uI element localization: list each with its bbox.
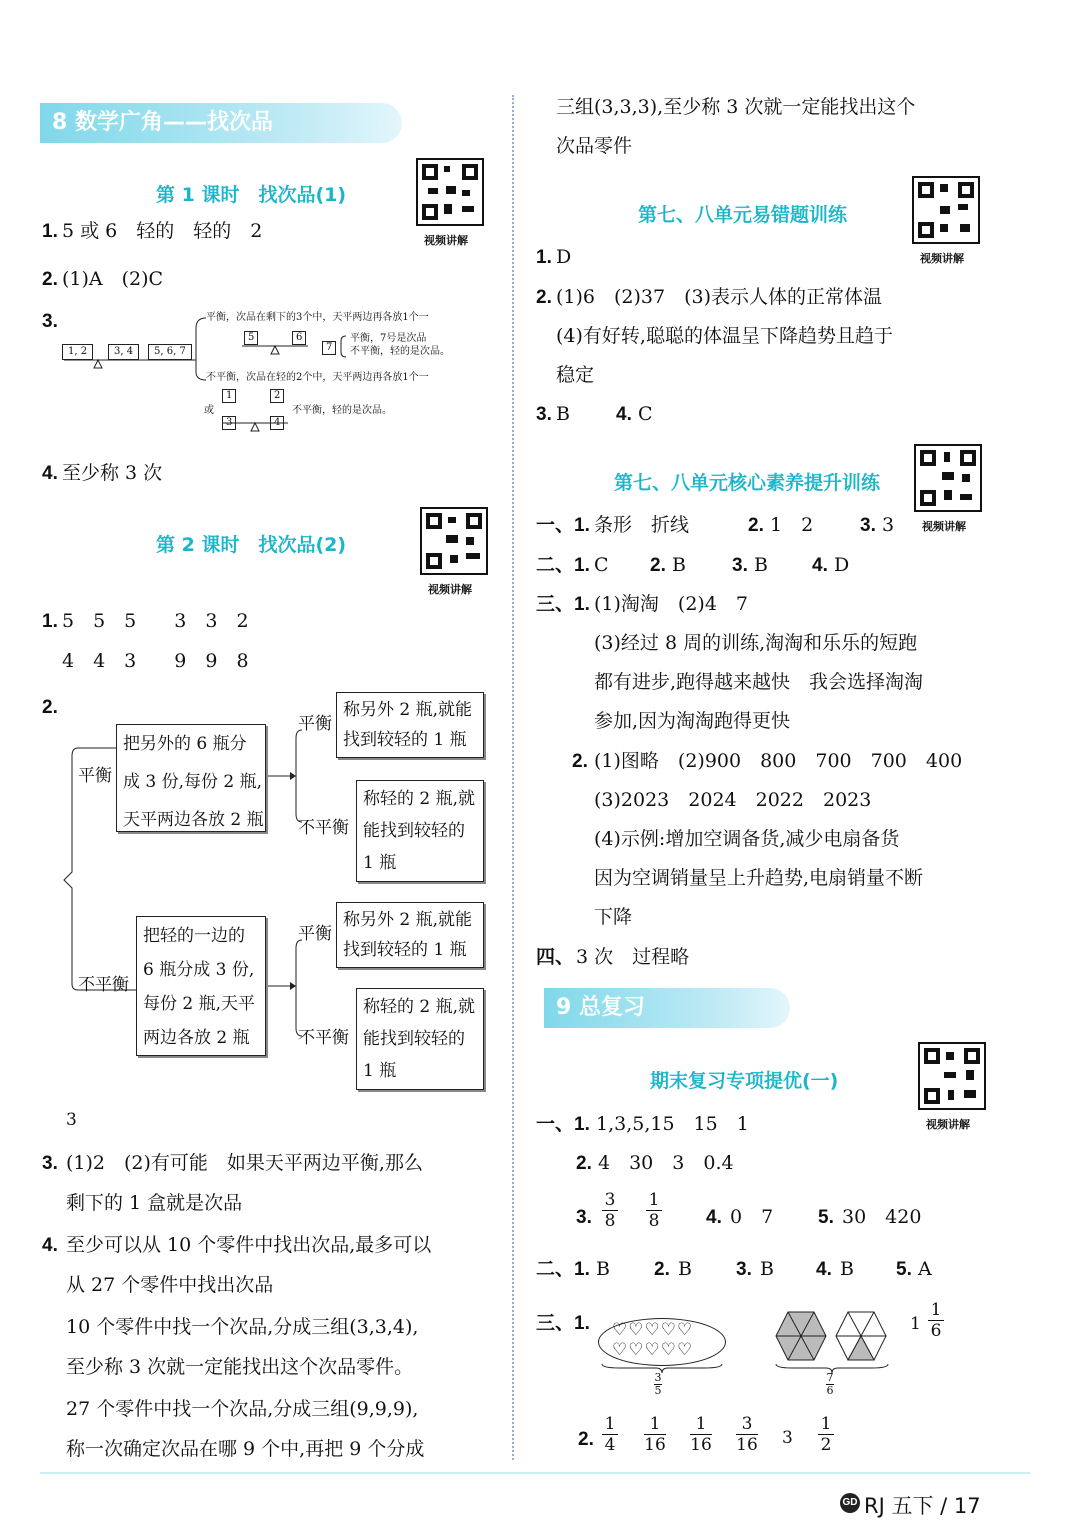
q-number: 1. — [42, 611, 58, 632]
box-line: 6 瓶分成 3 份, — [143, 960, 255, 980]
answer-text: 称一次确定次品在哪 9 个中,再把 9 个分成 — [66, 1438, 425, 1460]
branch-label: 平衡 — [298, 924, 332, 944]
answer-text: 4 4 3 9 9 8 — [62, 650, 249, 672]
tree-box-3 — [356, 780, 484, 882]
answer-text: 从 27 个零件中找出次品 — [66, 1274, 274, 1296]
answer-text: 稳定 — [556, 364, 595, 386]
q-number: 3. — [732, 555, 748, 576]
answer-text: 3 — [882, 514, 895, 536]
answer-text: 5 或 6 轻的 轻的 2 — [62, 220, 263, 242]
answer-text: 三组(3,3,3),至少称 3 次就一定能找出这个 — [556, 96, 916, 118]
fraction: 7 6 — [826, 1371, 834, 1397]
answer-text: 30 420 — [842, 1206, 922, 1228]
qr-label: 视频讲解 — [922, 520, 966, 533]
publisher-badge: GD — [840, 1493, 860, 1513]
q-number: 3. — [860, 515, 876, 536]
note-text: 平衡，7号是次品 — [350, 333, 427, 344]
fraction: 1 8 — [646, 1190, 662, 1231]
box-line: 两边各放 2 瓶 — [143, 1028, 250, 1048]
answer-text: B — [760, 1258, 774, 1280]
branch-label: 不平衡 — [78, 975, 129, 995]
fraction: 1 6 — [928, 1300, 944, 1341]
q-number: 4. — [42, 1235, 58, 1256]
answer-text: 3 — [782, 1428, 793, 1448]
q-number: 二、1. — [536, 1259, 590, 1280]
note-text: 或 — [204, 405, 214, 416]
tree-box-5 — [336, 902, 484, 968]
q-number: 2. — [42, 269, 58, 290]
q-number: 3. — [42, 311, 58, 332]
answer-text: 剩下的 1 盒就是次品 — [66, 1192, 243, 1214]
unit78-errors-title: 第七、八单元易错题训练 — [638, 204, 848, 226]
section-9-banner — [544, 988, 790, 1028]
mixed-whole: 1 — [910, 1314, 921, 1334]
box-line: 1 瓶 — [363, 1061, 397, 1081]
item-box: 2 — [270, 389, 284, 403]
q-number: 2. — [536, 287, 552, 308]
answer-text: 至少称 3 次就一定能找出这个次品零件。 — [66, 1356, 414, 1378]
answer-text: D — [556, 246, 572, 268]
q-number: 4. — [616, 404, 632, 425]
q-number: 3. — [576, 1207, 592, 1228]
qr-label: 视频讲解 — [926, 1118, 970, 1131]
answer-text: 4 30 3 0.4 — [598, 1152, 734, 1174]
answer-text: B — [840, 1258, 854, 1280]
answer-text: A — [918, 1258, 932, 1280]
box-line: 1 瓶 — [363, 853, 397, 873]
answer-text: (1)A (2)C — [62, 268, 164, 290]
answer-text: 0 7 — [730, 1206, 774, 1228]
qr-code-icon[interactable] — [914, 444, 982, 512]
answer-text: 1 2 — [770, 514, 814, 536]
q-number: 5. — [896, 1259, 912, 1280]
box-line: 称轻的 2 瓶,就 — [363, 997, 476, 1017]
item-box: 3 — [222, 416, 236, 430]
pan-box: 3, 4 — [108, 344, 139, 360]
q-number: 5. — [818, 1207, 834, 1228]
lesson-1-title: 第 1 课时 找次品(1) — [156, 184, 347, 206]
q-number: 3. — [536, 404, 552, 425]
qr-code-icon[interactable] — [420, 507, 488, 575]
tree-box-1 — [116, 724, 266, 832]
q-number: 2. — [650, 555, 666, 576]
box-line: 称另外 2 瓶,就能 — [343, 910, 473, 930]
note-text: 不平衡，轻的是次品。 — [350, 346, 450, 357]
answer-text: 3 — [66, 1110, 77, 1130]
q-number: 3. — [736, 1259, 752, 1280]
branch-label: 不平衡 — [298, 818, 349, 838]
answer-text: C — [594, 554, 609, 576]
item-box: 5 — [244, 331, 258, 345]
q-number: 2. — [572, 751, 588, 772]
lesson-2-title: 第 2 课时 找次品(2) — [156, 534, 347, 556]
q-number: 2. — [576, 1153, 592, 1174]
answer-text: 至少称 3 次 — [62, 462, 163, 484]
hearts-icon: ♡♡♡♡♡ ♡♡♡♡♡ — [612, 1320, 694, 1360]
q-number: 2. — [748, 515, 764, 536]
answer-text: 5 5 5 3 3 2 — [62, 610, 249, 632]
q-number: 一、1. — [536, 1114, 590, 1135]
q-number: 4. — [816, 1259, 832, 1280]
note-text: 不平衡，次品在轻的2个中，天平两边再各放1个一 — [206, 372, 429, 383]
answer-text: 因为空调销量呈上升趋势,电扇销量不断 — [594, 867, 924, 889]
answer-text: 参加,因为淘淘跑得更快 — [594, 710, 791, 732]
q-number: 4. — [812, 555, 828, 576]
note-text: 平衡，次品在剩下的3个中，天平两边再各放1个一 — [206, 312, 429, 323]
box-line: 称轻的 2 瓶,就 — [363, 789, 476, 809]
box-line: 能找到较轻的 — [363, 821, 465, 841]
answer-text: B — [556, 403, 570, 425]
hexagons-icon — [772, 1308, 892, 1364]
pan-box: 1, 2 — [62, 344, 93, 360]
qr-label: 视频讲解 — [424, 234, 468, 247]
pan-box: 5, 6, 7 — [148, 344, 192, 360]
answer-text: 条形 折线 — [594, 514, 690, 536]
box-line: 找到较轻的 1 瓶 — [343, 730, 467, 750]
item-box: 4 — [270, 416, 284, 430]
box-line: 能找到较轻的 — [363, 1029, 465, 1049]
qr-code-icon[interactable] — [918, 1042, 986, 1110]
answer-text: (1)2 (2)有可能 如果天平两边平衡,那么 — [66, 1152, 423, 1174]
fraction: 1 2 — [818, 1414, 834, 1455]
answer-text: (1)6 (2)37 (3)表示人体的正常体温 — [556, 286, 883, 308]
branch-label: 平衡 — [78, 766, 112, 786]
answer-text: 都有进步,跑得越来越快 我会选择淘淘 — [594, 671, 924, 693]
unit78-core-title: 第七、八单元核心素养提升训练 — [614, 472, 881, 494]
qr-code-icon[interactable] — [416, 158, 484, 226]
q-number: 2. — [578, 1429, 594, 1450]
answer-text: 27 个零件中找一个次品,分成三组(9,9,9), — [66, 1398, 419, 1420]
section-8-banner — [40, 103, 402, 143]
answer-text: 3 次 过程略 — [576, 946, 690, 968]
qr-label: 视频讲解 — [428, 583, 472, 596]
fraction: 3 16 — [736, 1414, 758, 1455]
item-box: 7 — [322, 341, 336, 355]
answer-text: (4)有好转,聪聪的体温呈下降趋势且趋于 — [556, 325, 893, 347]
answer-text: B — [672, 554, 686, 576]
answer-text: (3)经过 8 周的训练,淘淘和乐乐的短跑 — [594, 632, 918, 654]
fraction: 1 16 — [644, 1414, 666, 1455]
answer-text: 10 个零件中找一个次品,分成三组(3,3,4), — [66, 1316, 419, 1338]
answer-text: 1,3,5,15 15 1 — [596, 1113, 749, 1135]
final-review-title: 期末复习专项提优(一) — [650, 1070, 839, 1092]
item-box: 6 — [292, 331, 306, 345]
footer-line — [40, 1472, 1030, 1474]
q-number: 三、1. — [536, 1313, 590, 1334]
answer-text: (4)示例:增加空调备货,减少电扇备货 — [594, 828, 900, 850]
section-8-title: 8 数学广角——找次品 — [52, 110, 273, 135]
item-box: 1 — [222, 389, 236, 403]
answer-text: (1)图略 (2)900 800 700 700 400 — [594, 750, 963, 772]
branch-label: 不平衡 — [298, 1028, 349, 1048]
q-number: 3. — [42, 1153, 58, 1174]
fraction: 3 8 — [602, 1190, 618, 1231]
fraction: 1 16 — [690, 1414, 712, 1455]
tree-box-4 — [136, 916, 266, 1056]
brace-icon — [600, 1362, 724, 1374]
q-number: 1. — [42, 221, 58, 242]
q-number: 2. — [42, 697, 58, 718]
note-text: 不平衡，轻的是次品。 — [292, 405, 392, 416]
page-number: RJ 五下 / 17 — [864, 1494, 981, 1518]
q-number: 三、1. — [536, 594, 590, 615]
answer-text: C — [638, 403, 653, 425]
q-number: 二、1. — [536, 555, 590, 576]
answer-text: 下降 — [594, 906, 633, 928]
q-number: 4. — [706, 1207, 722, 1228]
q-number: 4. — [42, 463, 58, 484]
branch-label: 平衡 — [298, 714, 332, 734]
box-line: 称另外 2 瓶,就能 — [343, 700, 473, 720]
box-line: 成 3 份,每份 2 瓶, — [123, 772, 263, 792]
q-number: 1. — [536, 247, 552, 268]
answer-text: (3)2023 2024 2022 2023 — [594, 789, 872, 811]
box-line: 找到较轻的 1 瓶 — [343, 940, 467, 960]
section-9-title: 9 总复习 — [556, 995, 645, 1020]
box-line: 天平两边各放 2 瓶 — [123, 810, 264, 830]
answer-text: B — [754, 554, 768, 576]
answer-text: (1)淘淘 (2)4 7 — [594, 593, 749, 615]
fraction: 3 5 — [654, 1371, 662, 1397]
box-line: 每份 2 瓶,天平 — [143, 994, 256, 1014]
answer-text: 至少可以从 10 个零件中找出次品,最多可以 — [66, 1234, 432, 1256]
answer-text: D — [834, 554, 850, 576]
q-number: 2. — [654, 1259, 670, 1280]
answer-text: B — [596, 1258, 610, 1280]
q-number: 四、 — [536, 947, 575, 968]
fraction: 1 4 — [602, 1414, 618, 1455]
answer-text: 次品零件 — [556, 135, 633, 157]
box-line: 把另外的 6 瓶分 — [123, 734, 247, 754]
column-divider — [512, 95, 514, 1460]
qr-code-icon[interactable] — [912, 176, 980, 244]
q-number: 一、1. — [536, 515, 590, 536]
answer-text: B — [678, 1258, 692, 1280]
qr-label: 视频讲解 — [920, 252, 964, 265]
tree-box-2 — [336, 692, 484, 758]
box-line: 把轻的一边的 — [143, 926, 245, 946]
tree-box-6 — [356, 988, 484, 1090]
